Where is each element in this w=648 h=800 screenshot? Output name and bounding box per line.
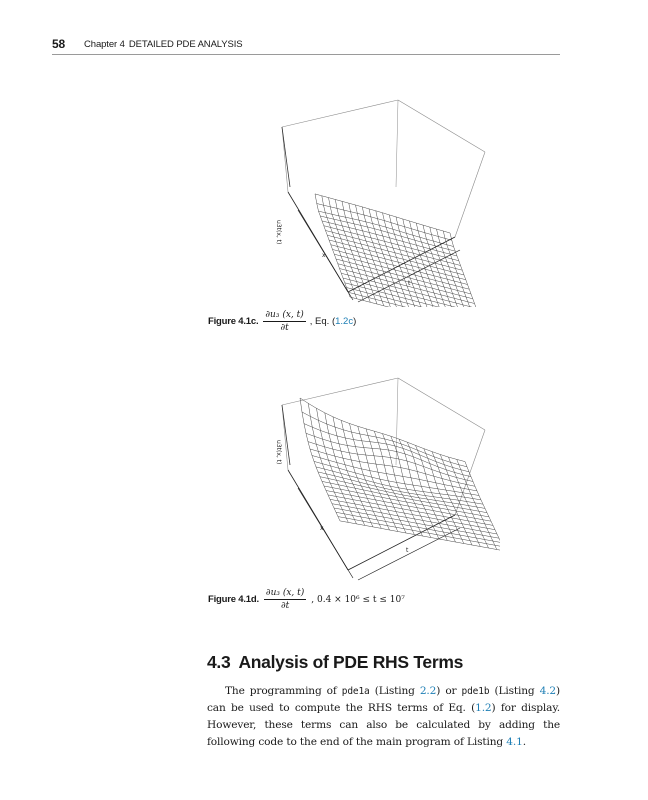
running-header xyxy=(52,36,560,55)
chapter-heading xyxy=(84,39,243,50)
x-axis-tick-line xyxy=(298,488,353,578)
plot-c-x-axis-label: x xyxy=(322,252,326,259)
mesh-line xyxy=(335,200,370,303)
text-run: (Listing xyxy=(369,685,420,697)
mesh-line xyxy=(416,223,451,307)
mesh-line xyxy=(340,521,500,551)
mesh-line xyxy=(410,221,445,307)
text-run: ) for display. However, these terms can also be calculated by adding the following code to the end of the main program of Listing xyxy=(207,702,560,748)
mesh-line xyxy=(342,201,377,304)
partial-derivative-fraction xyxy=(264,588,306,611)
code-pde1a: pde1a xyxy=(341,686,370,697)
code-pde1b: pde1b xyxy=(461,686,490,697)
plot-d-box xyxy=(282,378,485,580)
plot-d-z-axis-label: u3t(x, t) xyxy=(275,440,282,465)
surface-plot-d xyxy=(270,370,500,585)
text-run: . xyxy=(522,736,526,748)
listing-link[interactable]: 4.1 xyxy=(506,736,523,748)
mesh-line xyxy=(322,196,357,299)
plot-c-t-axis-label: t xyxy=(408,280,411,287)
body-paragraph xyxy=(207,683,560,751)
mesh-line xyxy=(450,233,485,307)
box-edge xyxy=(348,237,455,292)
box-edge xyxy=(398,100,485,152)
surface-plot-c-svg xyxy=(270,92,500,307)
listing-link[interactable]: 4.2 xyxy=(539,685,557,697)
mesh-line xyxy=(300,398,340,521)
box-edge xyxy=(398,378,485,430)
t-axis-tick-line xyxy=(358,528,460,580)
z-axis-line xyxy=(282,405,290,465)
plot-d-x-axis-label: x xyxy=(320,525,324,532)
mesh-line xyxy=(308,403,348,522)
caption-text xyxy=(310,316,356,327)
text-run: The programming of xyxy=(225,685,342,697)
caption-eq-suffix: ) xyxy=(353,316,357,327)
chapter-label: Chapter 4 xyxy=(84,39,125,50)
figure-caption-c xyxy=(208,310,356,333)
plot-d-t-axis-label: t xyxy=(406,547,409,554)
page-number: 58 xyxy=(52,37,65,51)
box-edge xyxy=(455,152,485,237)
mesh-line xyxy=(343,278,478,307)
section-number: 4.3 xyxy=(207,652,231,672)
mesh-line xyxy=(300,398,465,462)
mesh-line xyxy=(376,211,411,307)
fraction-denominator: ∂t xyxy=(280,323,289,333)
chapter-title: DETAILED PDE ANALYSIS xyxy=(128,39,243,50)
fraction-denominator: ∂t xyxy=(280,601,290,611)
mesh-line xyxy=(314,461,479,495)
surface-plot-d-svg xyxy=(270,370,500,585)
listing-link[interactable]: 2.2 xyxy=(419,685,437,697)
box-edge xyxy=(282,378,398,405)
equation-link[interactable]: 1.2 xyxy=(475,702,492,714)
partial-derivative-fraction xyxy=(263,310,305,333)
fraction-numerator: ∂u₃ (x, t) xyxy=(265,588,305,598)
surface-plot-c xyxy=(270,92,500,307)
box-edge xyxy=(396,100,398,187)
section-heading xyxy=(207,652,463,673)
section-title: Analysis of PDE RHS Terms xyxy=(238,652,464,672)
mesh-line xyxy=(345,283,480,307)
mesh-line xyxy=(329,198,364,301)
text-run: ) can be used to compute the RHS terms of Eq. ( xyxy=(207,685,560,714)
mesh-line xyxy=(356,205,391,307)
figure-label: Figure 4.1d. xyxy=(208,594,259,605)
equation-link[interactable]: 1.2c xyxy=(335,316,354,327)
text-run: ) or xyxy=(436,685,462,697)
figure-label: Figure 4.1c. xyxy=(208,316,259,327)
mesh-line xyxy=(389,215,424,307)
box-edge xyxy=(282,100,398,127)
z-axis-line xyxy=(282,127,290,187)
caption-range: , 0.4 × 10⁶ ≤ t ≤ 10⁷ xyxy=(311,594,405,605)
caption-eq-prefix: , Eq. ( xyxy=(309,316,336,327)
fraction-numerator: ∂u₃ (x, t) xyxy=(265,310,304,320)
figure-caption-d xyxy=(208,588,405,611)
mesh-line xyxy=(349,203,384,306)
plot-c-z-axis-label: u3t(x, t) xyxy=(275,220,282,245)
mesh-line xyxy=(316,467,481,500)
text-run: (Listing xyxy=(489,685,540,697)
mesh-line xyxy=(358,426,398,531)
